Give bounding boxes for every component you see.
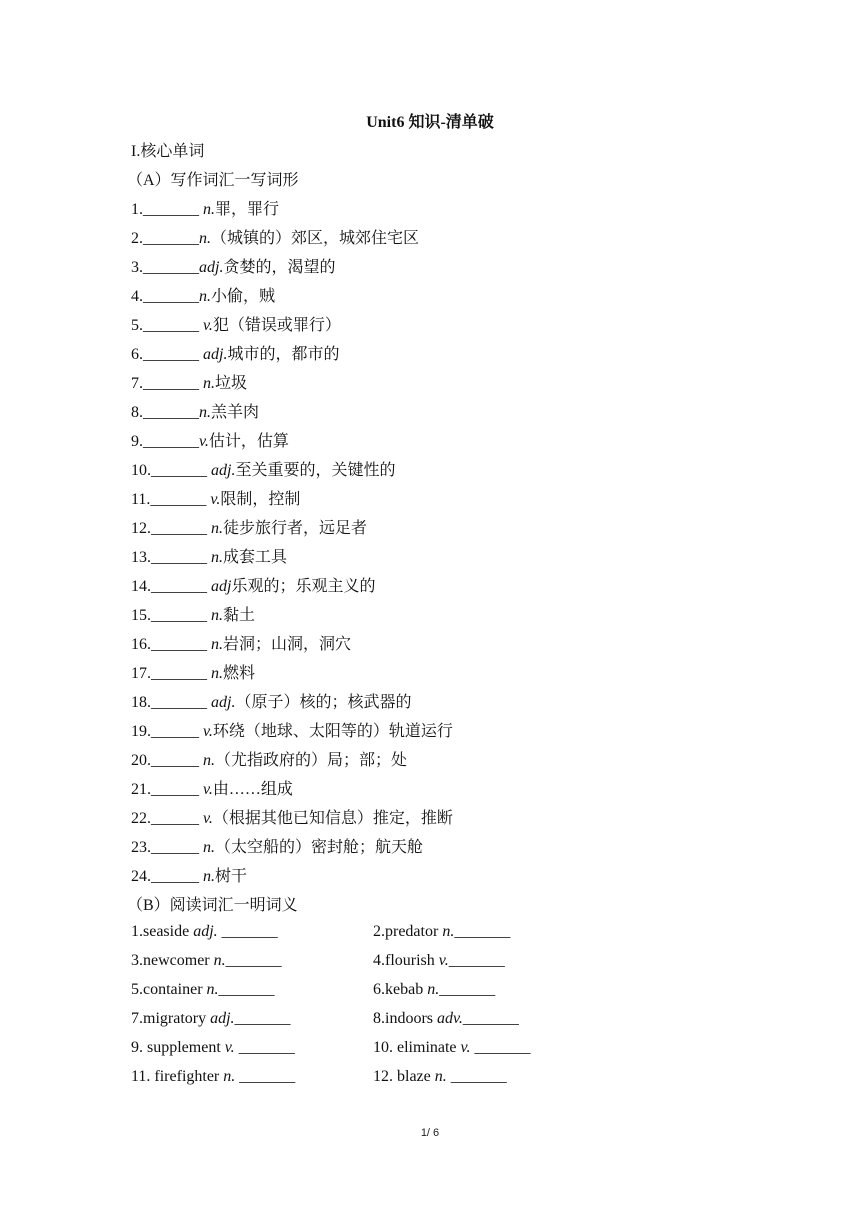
answer-blank: ______ [151, 752, 203, 769]
part-of-speech: v. [203, 810, 213, 827]
item-meaning: 由……组成 [212, 781, 293, 798]
vocab-item [131, 373, 247, 395]
answer-blank: _______ [234, 1010, 291, 1027]
item-word: 8.indoors [373, 1010, 437, 1027]
item-meaning: 贪婪的，渴望的 [223, 259, 336, 276]
answer-blank: _______ [446, 1068, 507, 1085]
item-number: 3. [131, 259, 143, 276]
answer-blank: _______ [151, 636, 211, 653]
answer-blank: _______ [151, 549, 211, 566]
part-b-heading: （B）阅读词汇一明词义 [127, 897, 298, 914]
part-of-speech: v. [199, 433, 209, 450]
part-of-speech: n. [206, 981, 219, 998]
item-number: 7. [131, 375, 143, 392]
vocab-item [131, 460, 395, 482]
answer-blank: ______ [151, 723, 203, 740]
part-of-speech: n. [203, 868, 215, 885]
item-meaning: 限制，控制 [220, 491, 301, 508]
item-word: 1.seaside [131, 923, 194, 940]
part-of-speech: n. [211, 636, 223, 653]
vocab-item [131, 779, 293, 801]
vocab-item [131, 547, 287, 569]
part-of-speech: n. [211, 607, 223, 624]
vocab-item [131, 576, 375, 598]
reading-vocab-item [131, 950, 282, 972]
item-number: 10. [131, 462, 151, 479]
part-of-speech: v. [224, 1039, 235, 1056]
part-of-speech: n. [203, 375, 215, 392]
vocab-item [131, 286, 275, 308]
part-of-speech: adv. [437, 1010, 463, 1027]
part-of-speech: n. [442, 923, 455, 940]
item-number: 8. [131, 404, 143, 421]
item-meaning: 至关重要的，关键性的 [235, 462, 396, 479]
answer-blank: _______ [143, 433, 199, 450]
item-word: 3.newcomer [131, 952, 214, 969]
part-of-speech: v. [438, 952, 449, 969]
reading-vocab-item [131, 1066, 295, 1088]
item-meaning: （太空船的）密封舱；航天舱 [215, 839, 424, 856]
vocab-item [131, 228, 419, 250]
answer-blank: _______ [225, 952, 282, 969]
answer-blank: ______ [151, 839, 203, 856]
answer-blank: _______ [143, 201, 203, 218]
item-meaning: （城镇的）郊区，城郊住宅区 [211, 230, 420, 247]
item-meaning: 罪，罪行 [215, 201, 280, 218]
item-meaning: 犯（错误或罪行） [212, 317, 341, 334]
item-number: 19. [131, 723, 151, 740]
item-meaning: 环绕（地球、太阳等的）轨道运行 [212, 723, 453, 740]
part-of-speech: n. [223, 1068, 236, 1085]
reading-vocab-item [373, 921, 510, 943]
part-of-speech: adj. [193, 923, 218, 940]
vocab-item [131, 866, 247, 888]
part-of-speech: n. [203, 752, 215, 769]
item-number: 5. [131, 317, 143, 334]
item-number: 18. [131, 694, 151, 711]
item-number: 21. [131, 781, 151, 798]
reading-vocab-item [131, 1037, 295, 1059]
answer-blank: _______ [143, 230, 199, 247]
reading-vocab-item [373, 950, 505, 972]
answer-blank: ______ [151, 868, 203, 885]
item-meaning: 估计，估算 [208, 433, 289, 450]
part-of-speech: n. [203, 201, 215, 218]
item-number: 15. [131, 607, 151, 624]
reading-vocab-item [131, 979, 275, 1001]
vocab-item [131, 605, 255, 627]
part-of-speech: adj. [211, 462, 236, 479]
answer-blank: _______ [143, 375, 203, 392]
answer-blank: ______ [151, 781, 203, 798]
vocab-item [131, 257, 335, 279]
reading-vocab-item [373, 1037, 530, 1059]
item-meaning: 岩洞；山洞，洞穴 [223, 636, 352, 653]
item-number: 2. [131, 230, 143, 247]
item-word: 5.container [131, 981, 207, 998]
item-number: 16. [131, 636, 151, 653]
item-meaning: 小偷，贼 [211, 288, 276, 305]
item-meaning: （根据其他已知信息）推定，推断 [212, 810, 453, 827]
item-word: 10. eliminate [373, 1039, 461, 1056]
answer-blank: ______ [151, 810, 203, 827]
item-word: 7.migratory [131, 1010, 211, 1027]
item-number: 20. [131, 752, 151, 769]
item-meaning: （原子）核的；核武器的 [235, 694, 412, 711]
vocab-item [131, 634, 351, 656]
part-of-speech: n. [199, 288, 211, 305]
part-of-speech: adj. [203, 346, 228, 363]
part-of-speech: n. [211, 520, 223, 537]
answer-blank: _______ [151, 520, 211, 537]
vocab-item [131, 199, 279, 221]
part-of-speech: adj. [199, 259, 224, 276]
item-word: 12. blaze [373, 1068, 435, 1085]
part-of-speech: n. [203, 839, 215, 856]
part-of-speech: v. [460, 1039, 471, 1056]
item-meaning: 燃料 [223, 665, 256, 682]
reading-vocab-item [373, 1008, 519, 1030]
vocab-item [131, 402, 259, 424]
reading-vocab-item [131, 921, 278, 943]
item-meaning: 羔羊肉 [211, 404, 260, 421]
part-of-speech: v. [210, 491, 221, 508]
part-of-speech: adj. [211, 694, 236, 711]
item-number: 24. [131, 868, 151, 885]
item-word: 9. supplement [131, 1039, 225, 1056]
part-of-speech: v. [203, 781, 213, 798]
reading-vocab-item [373, 1066, 507, 1088]
item-number: 17. [131, 665, 151, 682]
answer-blank: _______ [151, 462, 211, 479]
answer-blank: _______ [454, 923, 511, 940]
reading-vocab-item [373, 979, 495, 1001]
answer-blank: _______ [143, 259, 199, 276]
answer-blank: _______ [439, 981, 496, 998]
vocab-item [131, 750, 407, 772]
item-number: 11. [131, 491, 151, 508]
vocab-item [131, 344, 339, 366]
part-of-speech: n. [427, 981, 440, 998]
item-number: 22. [131, 810, 151, 827]
answer-blank: _______ [150, 491, 211, 508]
item-meaning: 乐观的；乐观主义的 [231, 578, 376, 595]
section-heading: I.核心单词 [131, 143, 205, 160]
item-word: 11. firefighter [131, 1068, 224, 1085]
part-of-speech: n. [199, 404, 211, 421]
vocab-item [131, 315, 341, 337]
vocab-item [131, 692, 411, 714]
item-meaning: 垃圾 [215, 375, 248, 392]
answer-blank: _______ [143, 288, 199, 305]
part-of-speech: adj [211, 578, 232, 595]
item-meaning: 城市的，都市的 [227, 346, 340, 363]
reading-vocab-item [131, 1008, 291, 1030]
part-of-speech: adj. [210, 1010, 235, 1027]
answer-blank: _______ [143, 404, 199, 421]
part-of-speech: n. [211, 665, 223, 682]
part-of-speech: v. [203, 723, 213, 740]
vocab-item [131, 489, 300, 511]
item-number: 13. [131, 549, 151, 566]
item-meaning: 树干 [215, 868, 248, 885]
answer-blank: _______ [218, 981, 275, 998]
answer-blank: _______ [143, 317, 203, 334]
vocab-item [131, 663, 255, 685]
item-number: 4. [131, 288, 143, 305]
item-number: 14. [131, 578, 151, 595]
answer-blank: _______ [151, 694, 211, 711]
item-word: 2.predator [373, 923, 443, 940]
answer-blank: _______ [462, 1010, 519, 1027]
vocab-item [131, 518, 367, 540]
item-meaning: （尤指政府的）局；部；处 [215, 752, 408, 769]
item-word: 4.flourish [373, 952, 439, 969]
item-meaning: 黏土 [223, 607, 256, 624]
item-number: 1. [131, 201, 143, 218]
part-a-heading: （A）写作词汇一写词形 [127, 172, 299, 189]
item-number: 23. [131, 839, 151, 856]
item-number: 6. [131, 346, 143, 363]
answer-blank: _______ [143, 346, 203, 363]
answer-blank: _______ [470, 1039, 531, 1056]
vocab-item [131, 721, 453, 743]
vocab-item [131, 431, 289, 453]
answer-blank: _______ [235, 1068, 296, 1085]
answer-blank: _______ [151, 578, 211, 595]
answer-blank: _______ [234, 1039, 295, 1056]
part-of-speech: n. [434, 1068, 447, 1085]
part-of-speech: n. [213, 952, 226, 969]
answer-blank: _______ [217, 923, 278, 940]
vocab-item [131, 837, 423, 859]
page-number: 1/ 6 [420, 1127, 440, 1139]
item-meaning: 徒步旅行者，远足者 [223, 520, 368, 537]
part-of-speech: v. [203, 317, 213, 334]
answer-blank: _______ [151, 665, 211, 682]
item-number: 12. [131, 520, 151, 537]
page-title: Unit6 知识-清单破 [366, 114, 494, 131]
item-word: 6.kebab [373, 981, 428, 998]
item-meaning: 成套工具 [223, 549, 288, 566]
part-of-speech: n. [199, 230, 211, 247]
answer-blank: _______ [448, 952, 505, 969]
part-of-speech: n. [211, 549, 223, 566]
item-number: 9. [131, 433, 143, 450]
answer-blank: _______ [151, 607, 211, 624]
vocab-item [131, 808, 453, 830]
